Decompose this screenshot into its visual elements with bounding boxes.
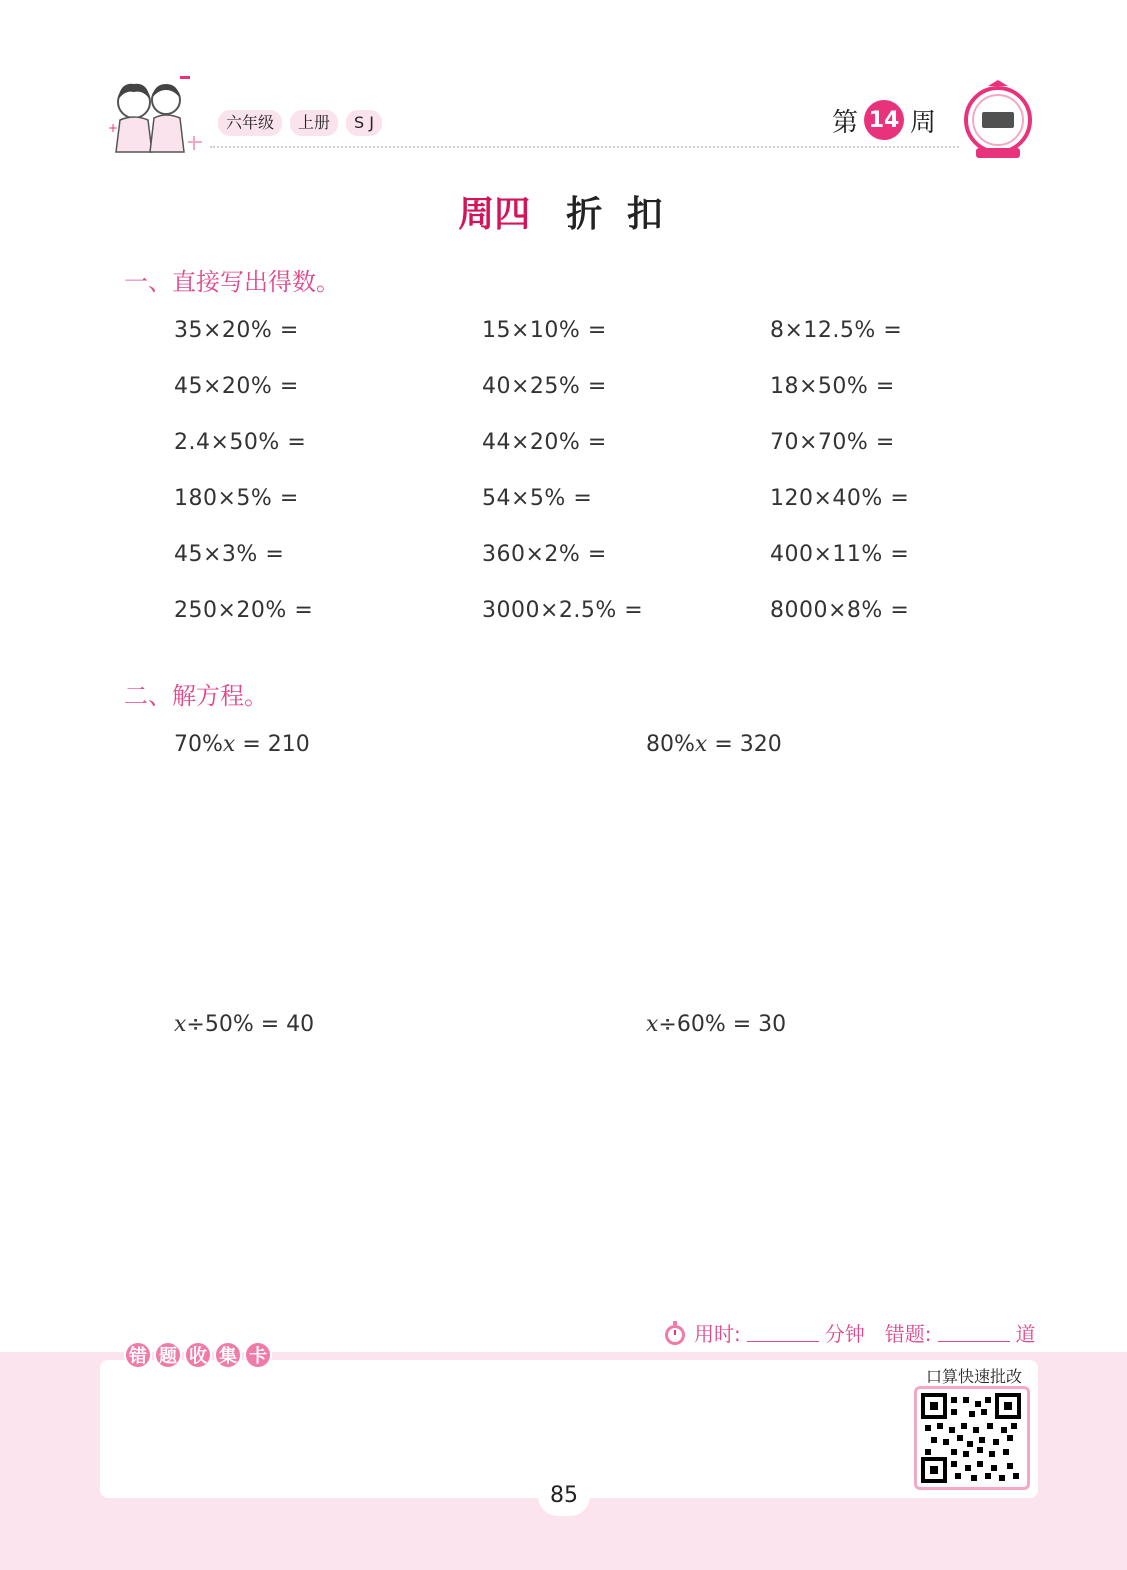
grade-tag: 六年级 [218, 110, 282, 136]
stopwatch-icon [662, 1320, 688, 1346]
grade-tags [218, 110, 382, 136]
card-title-char: 错 [124, 1341, 152, 1369]
time-unit: 分钟 [824, 1322, 865, 1346]
equation [174, 1012, 314, 1037]
errors-unit: 道 [1015, 1322, 1036, 1346]
calc-problem: 44×20% = [482, 430, 607, 455]
equation-prefix: 80% [646, 732, 695, 757]
calc-problem: 3000×2.5% = [482, 598, 644, 623]
volume-tag: 上册 [290, 110, 338, 136]
calc-problem: 250×20% = [174, 598, 314, 623]
qr-caption: 口算快速批改 [926, 1367, 1023, 1386]
card-title-char: 题 [154, 1341, 182, 1369]
card-title [124, 1341, 272, 1369]
equation-variable: x [694, 732, 708, 757]
week-number-badge: 14 [864, 100, 904, 140]
section1-heading: 一、直接写出得数。 [124, 268, 340, 296]
calc-row [174, 598, 994, 654]
edition-tag: S J [346, 110, 382, 136]
calc-problem: 70×70% = [770, 430, 895, 455]
header-divider [210, 146, 959, 148]
equation-prefix: 70% [174, 732, 223, 757]
calc-problem: 360×2% = [482, 542, 607, 567]
title-day: 周四 [458, 194, 531, 235]
calc-problem: 8000×8% = [770, 598, 910, 623]
time-and-errors [662, 1318, 1036, 1347]
calc-row [174, 542, 994, 598]
equation [646, 732, 782, 757]
week-prefix: 第 [832, 107, 859, 138]
page-title [0, 186, 1127, 237]
card-title-char: 集 [214, 1341, 242, 1369]
calc-problem: 45×3% = [174, 542, 285, 567]
qr-code[interactable] [914, 1386, 1030, 1490]
title-topic: 折 扣 [566, 194, 669, 235]
card-title-char: 卡 [244, 1341, 272, 1369]
calc-problem: 18×50% = [770, 374, 895, 399]
equation-suffix: = 320 [707, 732, 782, 757]
qr-code-icon [921, 1393, 1021, 1483]
equation-suffix: ÷60% = 30 [658, 1012, 787, 1037]
calc-problem: 400×11% = [770, 542, 910, 567]
svg-text:+: + [108, 121, 119, 135]
calc-problem: 2.4×50% = [174, 430, 307, 455]
equation-variable: x [646, 1012, 659, 1037]
week-suffix: 周 [910, 107, 937, 138]
calc-row [174, 486, 994, 542]
week-indicator [832, 100, 936, 140]
errors-blank[interactable] [938, 1324, 1010, 1342]
calc-grid [174, 318, 994, 654]
calc-problem: 180×5% = [174, 486, 299, 511]
section2-heading: 二、解方程。 [124, 682, 268, 710]
equation-suffix: = 210 [235, 732, 310, 757]
calc-problem: 8×12.5% = [770, 318, 903, 343]
time-blank[interactable] [747, 1324, 819, 1342]
calc-row [174, 374, 994, 430]
card-title-char: 收 [184, 1341, 212, 1369]
page-number: 85 [538, 1476, 590, 1516]
calc-problem: 35×20% = [174, 318, 299, 343]
equation [646, 1012, 786, 1037]
calc-problem: 40×25% = [482, 374, 607, 399]
calc-problem: 45×20% = [174, 374, 299, 399]
calc-row [174, 430, 994, 486]
calc-problem: 120×40% = [770, 486, 910, 511]
calc-problem: 15×10% = [482, 318, 607, 343]
errors-label: 错题: [884, 1322, 932, 1346]
equation-variable: x [222, 732, 236, 757]
equation-variable: x [174, 1012, 187, 1037]
equation-suffix: ÷50% = 40 [186, 1012, 315, 1037]
children-illustration [104, 72, 204, 156]
time-label: 用时: [694, 1322, 741, 1346]
brand-logo-icon [960, 80, 1036, 160]
calc-row [174, 318, 994, 374]
equation [174, 732, 310, 757]
calc-problem: 54×5% = [482, 486, 593, 511]
